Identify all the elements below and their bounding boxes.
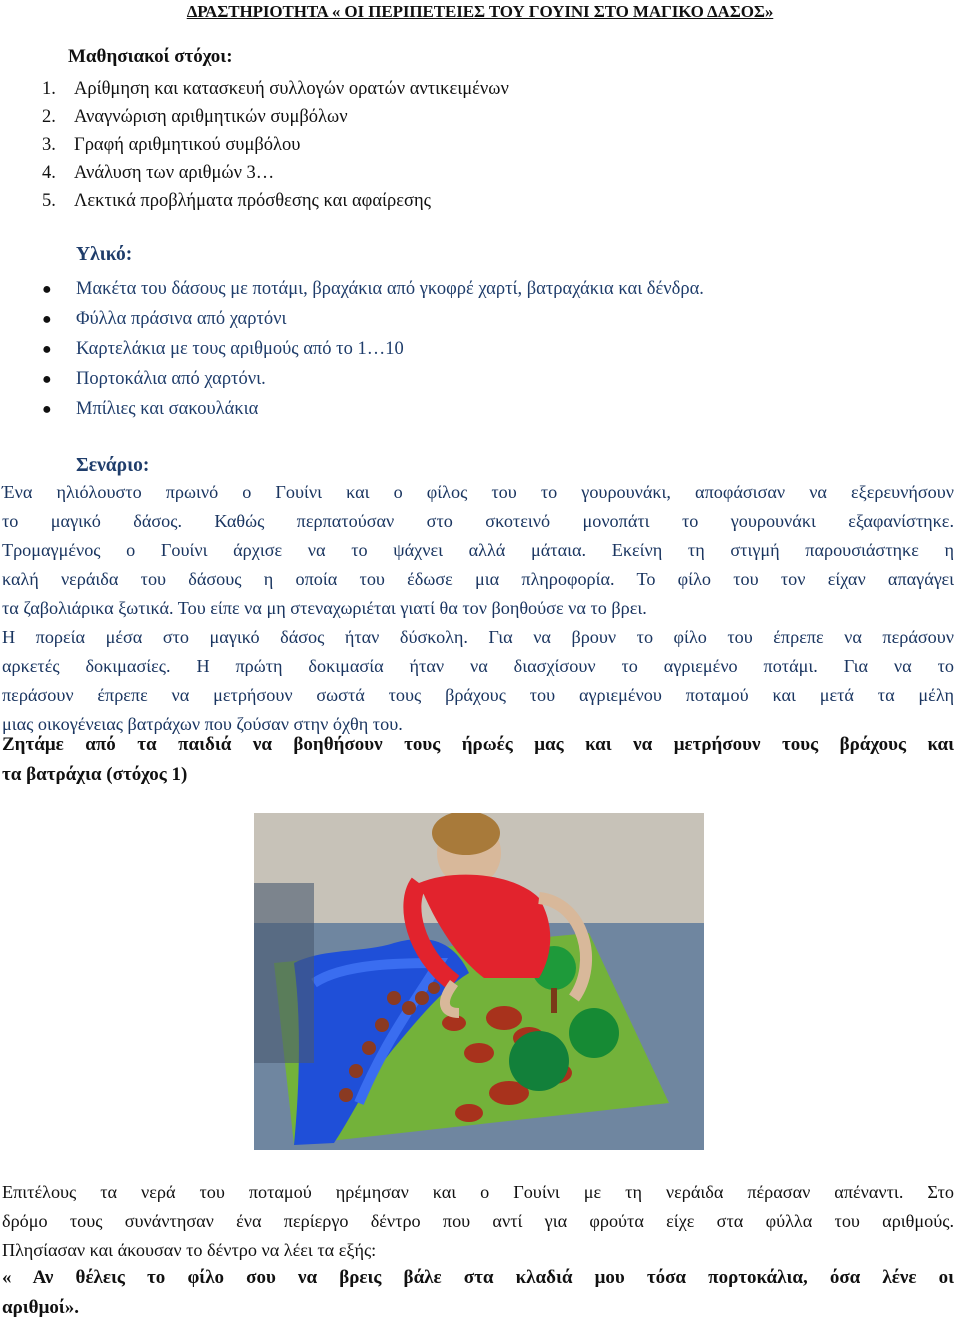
photo-illustration <box>254 813 704 1150</box>
list-item: ● Πορτοκάλια από χαρτόνι. <box>42 364 704 394</box>
list-item: 5. Λεκτικά προβλήματα πρόσθεσης και αφαίρεσης <box>42 191 431 211</box>
bullet-icon: ● <box>42 371 52 388</box>
list-item: ● Καρτελάκια με τους αριθμούς από το 1…10 <box>42 334 704 364</box>
list-item: 2. Αναγνώριση αριθμητικών συμβόλων <box>42 107 348 127</box>
material-heading: Υλικό: <box>76 244 133 265</box>
document-title: ΔΡΑΣΤΗΡΙΟΤΗΤΑ « ΟΙ ΠΕΡΙΠΕΤΕΙΕΣ ΤΟΥ ΓΟΥΙΝΙ ΣΤΟ ΜΑΓΙΚΟ ΔΑΣΟΣ» <box>186 2 774 21</box>
tree-quote: « Αν θέλεις το φίλο σου να βρεις βάλε στα κλαδιά μου τόσα πορτοκάλια, όσα λένε οι αριθμοί». <box>2 1267 954 1318</box>
scenario-paragraph: Ένα ηλιόλουστο πρωινό ο Γουίνι και ο φίλος του το γουρουνάκι, αποφάσισαν να εξερευνήσουν το μαγικό δάσος. Καθώς περπατούσαν στο σκοτεινό μονοπάτι το γουρουνάκι εξαφανίστηκε. Τρομαγμένος ο Γουίνι άρχισε να το ψάχνει αλλά μάταια. Εκείνη τη στιγμή παρουσιάστηκε η καλή νεράιδα του δάσους η οποία του έδωσε μια πληροφορία. Το φίλο του τον είχαν απαγάγει τα ζαβολιάρικα ξωτικά. Του είπε να μη στεναχωριέται γιατί θα τον βοηθούσε να το βρει. Η πορεία μέσα στο μαγικό δάσος ήταν δύσκολη. Για να βρουν το φίλο του έπρεπε να περάσουν αρκετές δοκιμασίες. Η πρώτη δοκιμασία ήταν να διασχίσουν το αγριεμένο ποτάμι. Για να το περάσουν έπρεπε να μετρήσουν σωστά τους βράχους του αγριεμένου ποταμού και μετά τα μέλη μιας οικογένειας βατράχων που ζούσαν στην όχθη του. <box>2 482 954 734</box>
bullet-icon: ● <box>42 341 52 358</box>
activity-photo <box>254 813 704 1150</box>
list-item: 3. Γραφή αριθμητικού συμβόλου <box>42 135 301 155</box>
list-item: 4. Ανάλυση των αριθμών 3… <box>42 163 275 183</box>
continuation-paragraph: Επιτέλους τα νερά του ποταμού ηρέμησαν και ο Γουίνι με τη νεράιδα πέρασαν απέναντι. Στο δρόμο τους συνάντησαν ένα περίεργο δέντρο που αντί για φρούτα είχε στα φύλλα του αριθμούς. Πλησίασαν και άκουσαν το δέντρο να λέει τα εξής: <box>2 1182 954 1260</box>
list-item: ● Μπίλιες και σακουλάκια <box>42 394 704 424</box>
bullet-icon: ● <box>42 401 52 418</box>
bullet-icon: ● <box>42 311 52 328</box>
bullet-icon: ● <box>42 281 52 298</box>
list-item: 1. Αρίθμηση και κατασκευή συλλογών ορατών αντικειμένων <box>42 79 509 99</box>
objectives-list <box>42 75 509 215</box>
task-instruction: Ζητάμε από τα παιδιά να βοηθήσουν τους ήρωές μας και να μετρήσουν τους βράχους και τα βατράχια (στόχος 1) <box>2 734 954 785</box>
objectives-heading: Μαθησιακοί στόχοι: <box>68 46 233 67</box>
list-item: ● Μακέτα του δάσους με ποτάμι, βραχάκια από γκοφρέ χαρτί, βατραχάκια και δένδρα. <box>42 274 704 304</box>
scenario-heading: Σενάριο: <box>76 455 150 476</box>
material-list <box>42 274 704 424</box>
list-item: ● Φύλλα πράσινα από χαρτόνι <box>42 304 704 334</box>
